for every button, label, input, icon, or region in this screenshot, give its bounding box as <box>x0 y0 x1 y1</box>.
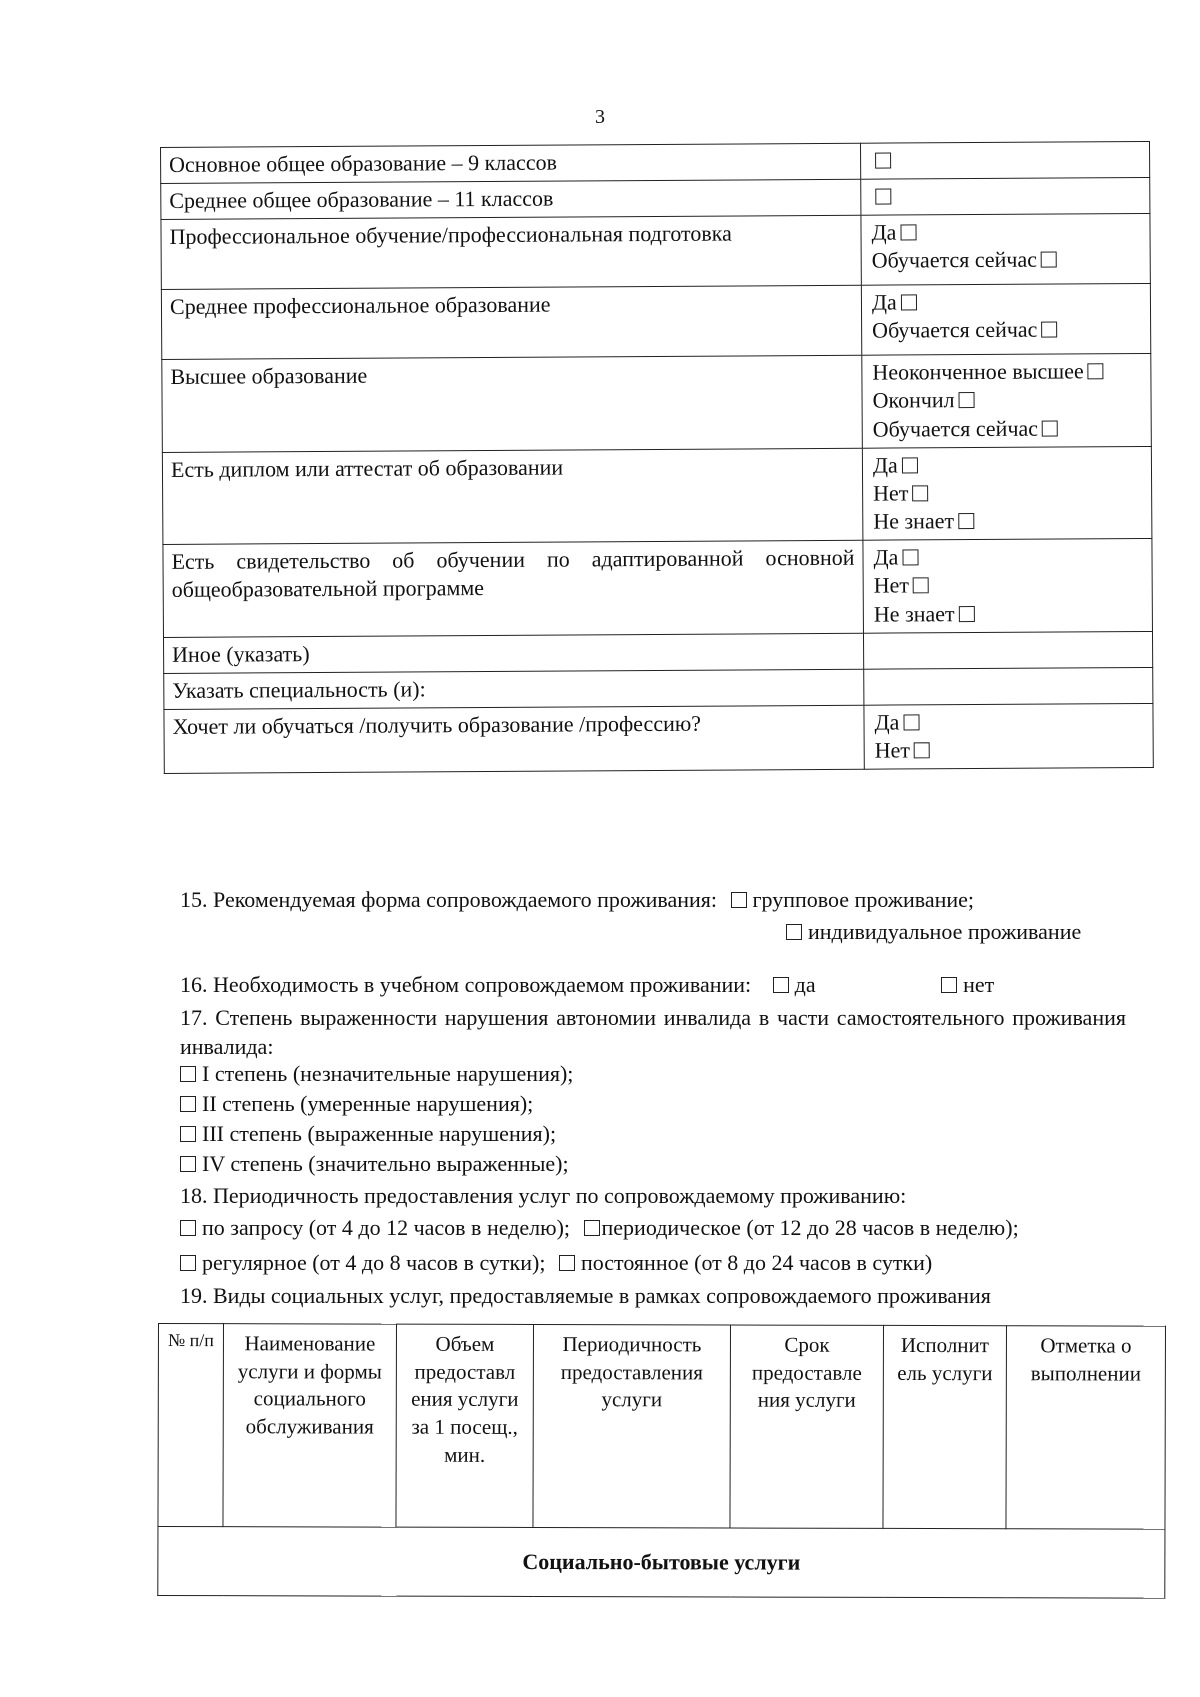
row-options <box>861 284 1150 356</box>
q18-option-regular[interactable]: регулярное (от 4 до 8 часов в сутки); <box>202 1250 546 1275</box>
q15-line <box>180 887 974 913</box>
option-item[interactable] <box>873 478 1143 508</box>
q17-level-4[interactable] <box>180 1151 569 1177</box>
row-label: Профессиональное обучение/профессиональная подготовка <box>161 216 861 290</box>
option-label: Нет <box>873 480 909 506</box>
q15-option-group[interactable]: групповое проживание; <box>752 887 975 912</box>
checkbox[interactable] <box>902 550 918 566</box>
checkbox[interactable] <box>1041 322 1057 338</box>
row-options <box>861 178 1150 216</box>
specialty-input-cell[interactable] <box>864 667 1153 705</box>
education-table <box>160 141 1154 774</box>
checkbox[interactable] <box>731 892 747 908</box>
option-label: Обучается сейчас <box>872 415 1039 442</box>
option-item[interactable] <box>874 570 1144 600</box>
q18-text: 18. Периодичность предоставления услуг по сопровождаемому проживанию: <box>180 1183 907 1208</box>
option-item[interactable] <box>872 245 1142 275</box>
checkbox[interactable] <box>959 392 975 408</box>
option-label: Нет <box>873 572 910 599</box>
q15-line-2 <box>786 919 1081 945</box>
option-item[interactable] <box>874 599 1144 629</box>
row-label: Среднее профессиональное образование <box>161 286 861 360</box>
q17-level-label: I степень (незначительные нарушения); <box>202 1061 574 1086</box>
q18-line-1 <box>180 1215 1019 1241</box>
option-item[interactable] <box>872 287 1142 317</box>
table-row <box>162 354 1152 453</box>
option-item[interactable] <box>871 217 1141 247</box>
table-row <box>158 1527 1165 1599</box>
q18-option-request[interactable]: по запросу (от 4 до 12 часов в неделю); <box>202 1215 571 1240</box>
checkbox[interactable] <box>914 742 930 758</box>
table-row <box>161 214 1150 290</box>
option-label: Не знает <box>873 508 955 534</box>
option-item[interactable] <box>873 542 1143 572</box>
q15-text: 15. Рекомендуемая форма сопровождаемого проживания: <box>180 887 717 912</box>
option-label: Обучается сейчас <box>871 247 1038 274</box>
checkbox[interactable] <box>180 1096 196 1112</box>
row-options <box>861 214 1150 286</box>
checkbox[interactable] <box>958 513 974 529</box>
checkbox[interactable] <box>1042 420 1058 436</box>
q19-text: 19. Виды социальных услуг, предоставляемые в рамках сопровождаемого проживания <box>180 1283 991 1308</box>
table-row <box>164 667 1153 709</box>
row-options <box>862 446 1152 540</box>
checkbox[interactable] <box>180 1126 196 1142</box>
option-label: Да <box>874 709 900 735</box>
table-row <box>163 631 1152 673</box>
row-label: Есть диплом или аттестат об образовании <box>162 448 863 545</box>
option-item[interactable] <box>873 450 1143 480</box>
option-label: Обучается сейчас <box>872 317 1038 344</box>
page-number: 3 <box>595 106 605 128</box>
row-label: Есть свидетельство об обучении по адаптированной основной общеобразовательной программе <box>163 540 864 637</box>
row-options <box>862 354 1152 448</box>
row-options <box>860 141 1149 179</box>
q16-text: 16. Необходимость в учебном сопровождаемом проживании: <box>180 972 752 997</box>
option-item[interactable] <box>873 414 1143 444</box>
option-label: Нет <box>874 737 911 763</box>
row-label: Указать специальность (и): <box>164 669 864 709</box>
checkbox[interactable] <box>901 295 917 311</box>
row-label: Иное (указать) <box>163 633 863 673</box>
checkbox[interactable] <box>913 578 929 594</box>
option-label: Окончил <box>872 387 955 414</box>
col-header-number: № п/п <box>158 1324 224 1527</box>
table-row <box>161 284 1150 360</box>
q18-option-permanent[interactable]: постоянное (от 8 до 24 часов в сутки) <box>580 1250 933 1275</box>
row-options <box>863 539 1153 633</box>
q17-level-2[interactable] <box>180 1091 533 1117</box>
option-item[interactable] <box>875 735 1145 765</box>
checkbox[interactable] <box>912 485 928 501</box>
checkbox[interactable] <box>1041 252 1057 268</box>
option-item[interactable] <box>874 707 1144 737</box>
q17-text: 17. Степень выраженности нарушения автономии инвалида в части самостоятельного проживания инвалида: <box>180 1005 1126 1060</box>
row-label: Среднее общее образование – 11 классов <box>161 179 861 219</box>
checkbox[interactable] <box>786 924 802 940</box>
option-item[interactable] <box>872 357 1142 387</box>
checkbox[interactable] <box>875 153 891 169</box>
option-label: Неоконченное высшее <box>872 358 1084 385</box>
checkbox[interactable] <box>959 606 975 622</box>
row-options <box>864 703 1153 769</box>
checkbox[interactable] <box>875 189 891 205</box>
option-label: Не знает <box>873 600 955 627</box>
option-item[interactable] <box>872 315 1142 345</box>
option-label: Да <box>872 452 898 478</box>
checkbox[interactable] <box>180 1255 196 1271</box>
table-row <box>161 141 1150 183</box>
q17-level-label: IV степень (значительно выраженные); <box>202 1151 569 1176</box>
q17-level-3[interactable] <box>180 1121 556 1147</box>
checkbox[interactable] <box>559 1255 575 1271</box>
checkbox[interactable] <box>900 225 916 241</box>
group-title: Социально-бытовые услуги <box>158 1527 1165 1599</box>
option-item[interactable] <box>872 385 1142 415</box>
q18-line-2 <box>180 1250 932 1276</box>
table-header-row <box>158 1324 1166 1530</box>
q18-option-periodic[interactable]: периодическое (от 12 до 28 часов в неделю); <box>601 1215 1019 1240</box>
col-header-executor: Исполнит ель услуги <box>883 1325 1007 1528</box>
table-row <box>163 539 1153 638</box>
q17-level-1[interactable] <box>180 1061 573 1087</box>
option-label: Да <box>871 289 897 315</box>
checkbox[interactable] <box>903 714 919 730</box>
q15-option-individual[interactable]: индивидуальное проживание <box>808 919 1082 944</box>
row-label: Хочет ли обучаться /получить образование /профессию? <box>164 705 864 774</box>
col-header-completion-mark: Отметка о выполнении <box>1006 1326 1166 1529</box>
checkbox[interactable] <box>1088 364 1104 380</box>
option-item[interactable] <box>873 506 1143 536</box>
other-input-cell[interactable] <box>863 631 1152 669</box>
row-label: Основное общее образование – 9 классов <box>161 143 861 183</box>
row-label: Высшее образование <box>162 356 863 453</box>
q16-option-yes[interactable]: да <box>794 972 816 997</box>
col-header-volume: Объем предоставл ения услуги за 1 посещ., мин. <box>396 1324 534 1527</box>
col-header-service-name: Наименование услуги и формы социального обслуживания <box>223 1324 397 1527</box>
table-row <box>164 703 1153 773</box>
option-label: Да <box>871 219 897 245</box>
checkbox[interactable] <box>584 1220 600 1236</box>
col-header-term: Срок предоставле ния услуги <box>730 1325 884 1528</box>
checkbox[interactable] <box>180 1066 196 1082</box>
checkbox[interactable] <box>180 1220 196 1236</box>
table-row <box>162 446 1152 545</box>
table-row <box>161 178 1150 220</box>
option-label: Да <box>873 544 899 570</box>
q17-level-label: II степень (умеренные нарушения); <box>202 1091 534 1116</box>
checkbox[interactable] <box>941 977 957 993</box>
checkbox[interactable] <box>773 977 789 993</box>
q17-level-label: III степень (выраженные нарушения); <box>202 1121 557 1146</box>
col-header-periodicity: Периодичность предоставления услуги <box>533 1324 731 1528</box>
q16-line <box>180 972 994 998</box>
checkbox[interactable] <box>902 457 918 473</box>
q16-option-no[interactable]: нет <box>963 972 995 997</box>
checkbox[interactable] <box>180 1156 196 1172</box>
services-table <box>157 1323 1166 1599</box>
